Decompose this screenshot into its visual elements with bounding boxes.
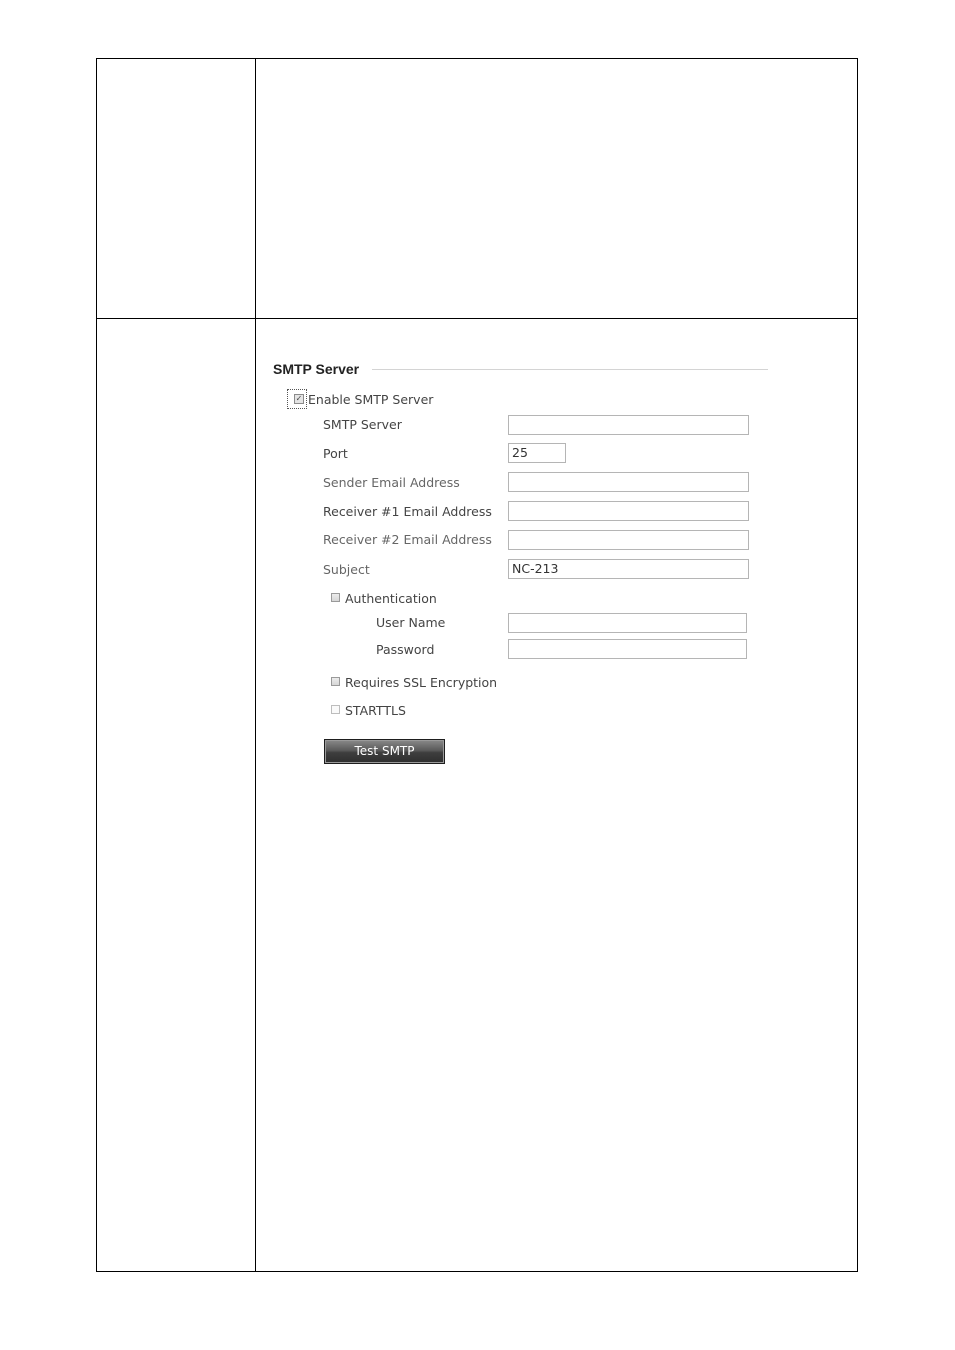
starttls-checkbox[interactable] <box>331 705 340 714</box>
enable-smtp-checkbox[interactable]: ✓ <box>295 394 303 403</box>
receiver1-email-input[interactable] <box>508 501 749 521</box>
password-label: Password <box>376 642 435 657</box>
table-cell-top-right <box>256 59 857 318</box>
user-name-input[interactable] <box>508 613 747 633</box>
subject-input[interactable]: NC-213 <box>508 559 749 579</box>
smtp-server-input[interactable] <box>508 415 749 435</box>
section-title: SMTP Server <box>273 361 360 377</box>
receiver2-email-input[interactable] <box>508 530 749 550</box>
table-cell-bottom-left <box>97 319 255 1271</box>
ssl-checkbox[interactable] <box>331 677 340 686</box>
authentication-checkbox[interactable] <box>331 593 340 602</box>
password-input[interactable] <box>508 639 747 659</box>
ssl-label: Requires SSL Encryption <box>345 675 498 690</box>
receiver2-email-label: Receiver #2 Email Address <box>323 532 492 547</box>
enable-smtp-label: Enable SMTP Server <box>308 392 434 407</box>
user-name-label: User Name <box>376 615 446 630</box>
authentication-label: Authentication <box>345 591 437 606</box>
receiver1-email-label: Receiver #1 Email Address <box>323 504 492 519</box>
port-label: Port <box>323 446 348 461</box>
subject-label: Subject <box>323 562 370 577</box>
sender-email-input[interactable] <box>508 472 749 492</box>
test-smtp-button[interactable]: Test SMTP <box>324 739 445 764</box>
document-table <box>96 58 858 1272</box>
port-input[interactable]: 25 <box>508 443 566 463</box>
starttls-label: STARTTLS <box>345 703 406 718</box>
table-cell-top-left <box>97 59 255 318</box>
smtp-server-label: SMTP Server <box>323 417 402 432</box>
sender-email-label: Sender Email Address <box>323 475 460 490</box>
section-divider <box>372 369 768 370</box>
